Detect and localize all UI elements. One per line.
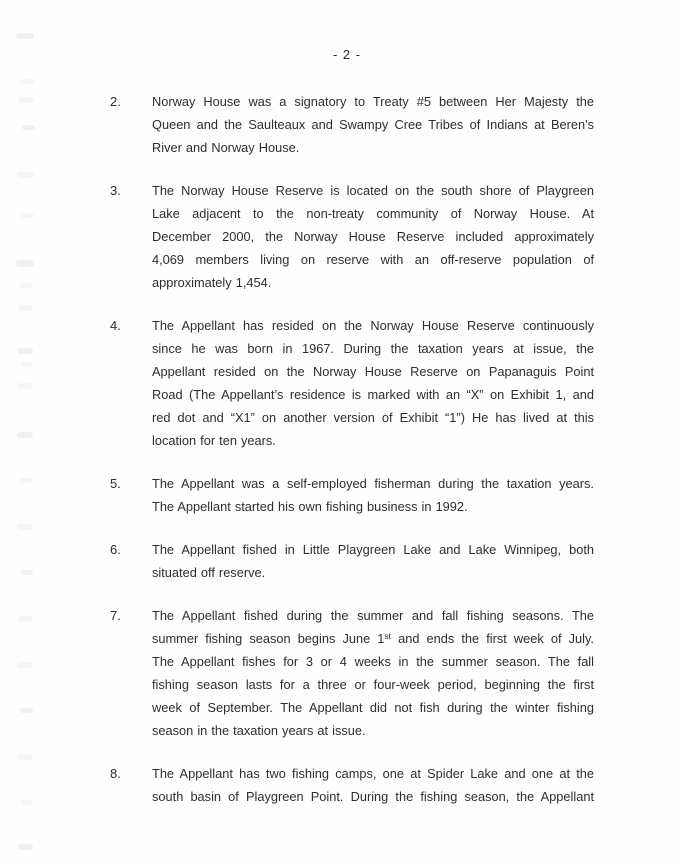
scan-artifact [17,348,33,354]
scan-artifact [17,432,33,438]
text-line: Road (The Appellant’s residence is marked with an “X” on Exhibit 1, and [152,387,594,402]
scan-artifact [21,213,34,218]
scan-artifact [21,362,33,367]
text-line: since he was born in 1967. During the taxation years at issue, the [152,341,594,356]
text-line: The Appellant fishes for 3 or 4 weeks in the summer season. The fall [152,654,594,669]
text-line: approximately 1,454. [152,275,272,290]
text-line: The Appellant has two fishing camps, one at Spider Lake and one at the [152,766,594,781]
text-line: Lake adjacent to the non-treaty community of Norway House. At [152,206,594,221]
scan-artifact [17,754,33,760]
text-line: location for ten years. [152,433,276,448]
text-line: season in the taxation years at issue. [152,723,366,738]
scan-artifact [20,283,32,288]
text-line: The Appellant fished in Little Playgreen Lake and Lake Winnipeg, both [152,542,594,557]
text-line: The Appellant was a self-employed fisherman during the taxation years. [152,476,594,491]
scan-artifact [18,844,33,850]
numbered-paragraph [110,762,594,808]
text-line: River and Norway House. [152,140,300,155]
text-line: south basin of Playgreen Point. During the fishing season, the Appellant [152,789,594,804]
paragraph-number: 8. [110,766,121,781]
text-line: 4,069 members living on reserve with an off-reserve population of [152,252,594,267]
paragraph-text [152,472,594,518]
text-line: Appellant resided on the Norway House Reserve on Papanaguis Point [152,364,594,379]
text-line: situated off reserve. [152,565,266,580]
scan-artifact [18,616,33,622]
scan-artifact [16,260,34,267]
scan-artifact [20,478,33,483]
scan-artifact [18,97,34,103]
scan-artifact [20,79,34,84]
scan-artifact [21,800,33,805]
paragraph-number: 7. [110,608,121,623]
paragraph-text [152,604,594,742]
paragraph-number: 3. [110,183,121,198]
text-line: The Appellant started his own fishing business in 1992. [152,499,468,514]
scan-artifact [22,125,35,130]
text-line: summer fishing season begins June 1st and ends the first week of July. [152,630,594,646]
scan-artifact [18,305,33,311]
numbered-paragraph [110,538,594,584]
paragraph-number: 6. [110,542,121,557]
scan-artifact [16,33,34,39]
text-line: The Appellant fished during the summer and fall fishing seasons. The [152,608,594,623]
text-line: Norway House was a signatory to Treaty #5 between Her Majesty the [152,94,594,109]
paragraph-number: 4. [110,318,121,333]
scan-artifact [18,383,33,389]
scan-artifact [17,172,34,178]
numbered-paragraph [110,179,594,294]
numbered-paragraph [110,90,594,159]
scan-artifact [21,570,33,575]
paragraph-text [152,90,594,159]
numbered-paragraph [110,604,594,742]
scan-artifact [20,708,33,713]
paragraph-text [152,762,594,808]
text-line: The Norway House Reserve is located on the south shore of Playgreen [152,183,594,198]
paragraph-number: 2. [110,94,121,109]
numbered-paragraph [110,472,594,518]
text-line: fishing season lasts for a three or four-week period, beginning the first [152,677,594,692]
paragraph-text [152,314,594,452]
numbered-paragraph [110,314,594,452]
text-line: Queen and the Saulteaux and Swampy Cree Tribes of Indians at Beren's [152,117,594,132]
text-line: The Appellant has resided on the Norway House Reserve continuously [152,318,594,333]
paragraph-text [152,538,594,584]
scan-artifact [17,524,33,530]
page-number: - 2 - [332,47,362,62]
text-line: December 2000, the Norway House Reserve included approximately [152,229,594,244]
paragraph-number: 5. [110,476,121,491]
paragraph-text [152,179,594,294]
scan-artifact [17,662,33,668]
text-line: week of September. The Appellant did not fish during the winter fishing [152,700,594,715]
text-line: red dot and “X1” on another version of Exhibit “1”) He has lived at this [152,410,594,425]
paragraph-list [110,90,594,828]
